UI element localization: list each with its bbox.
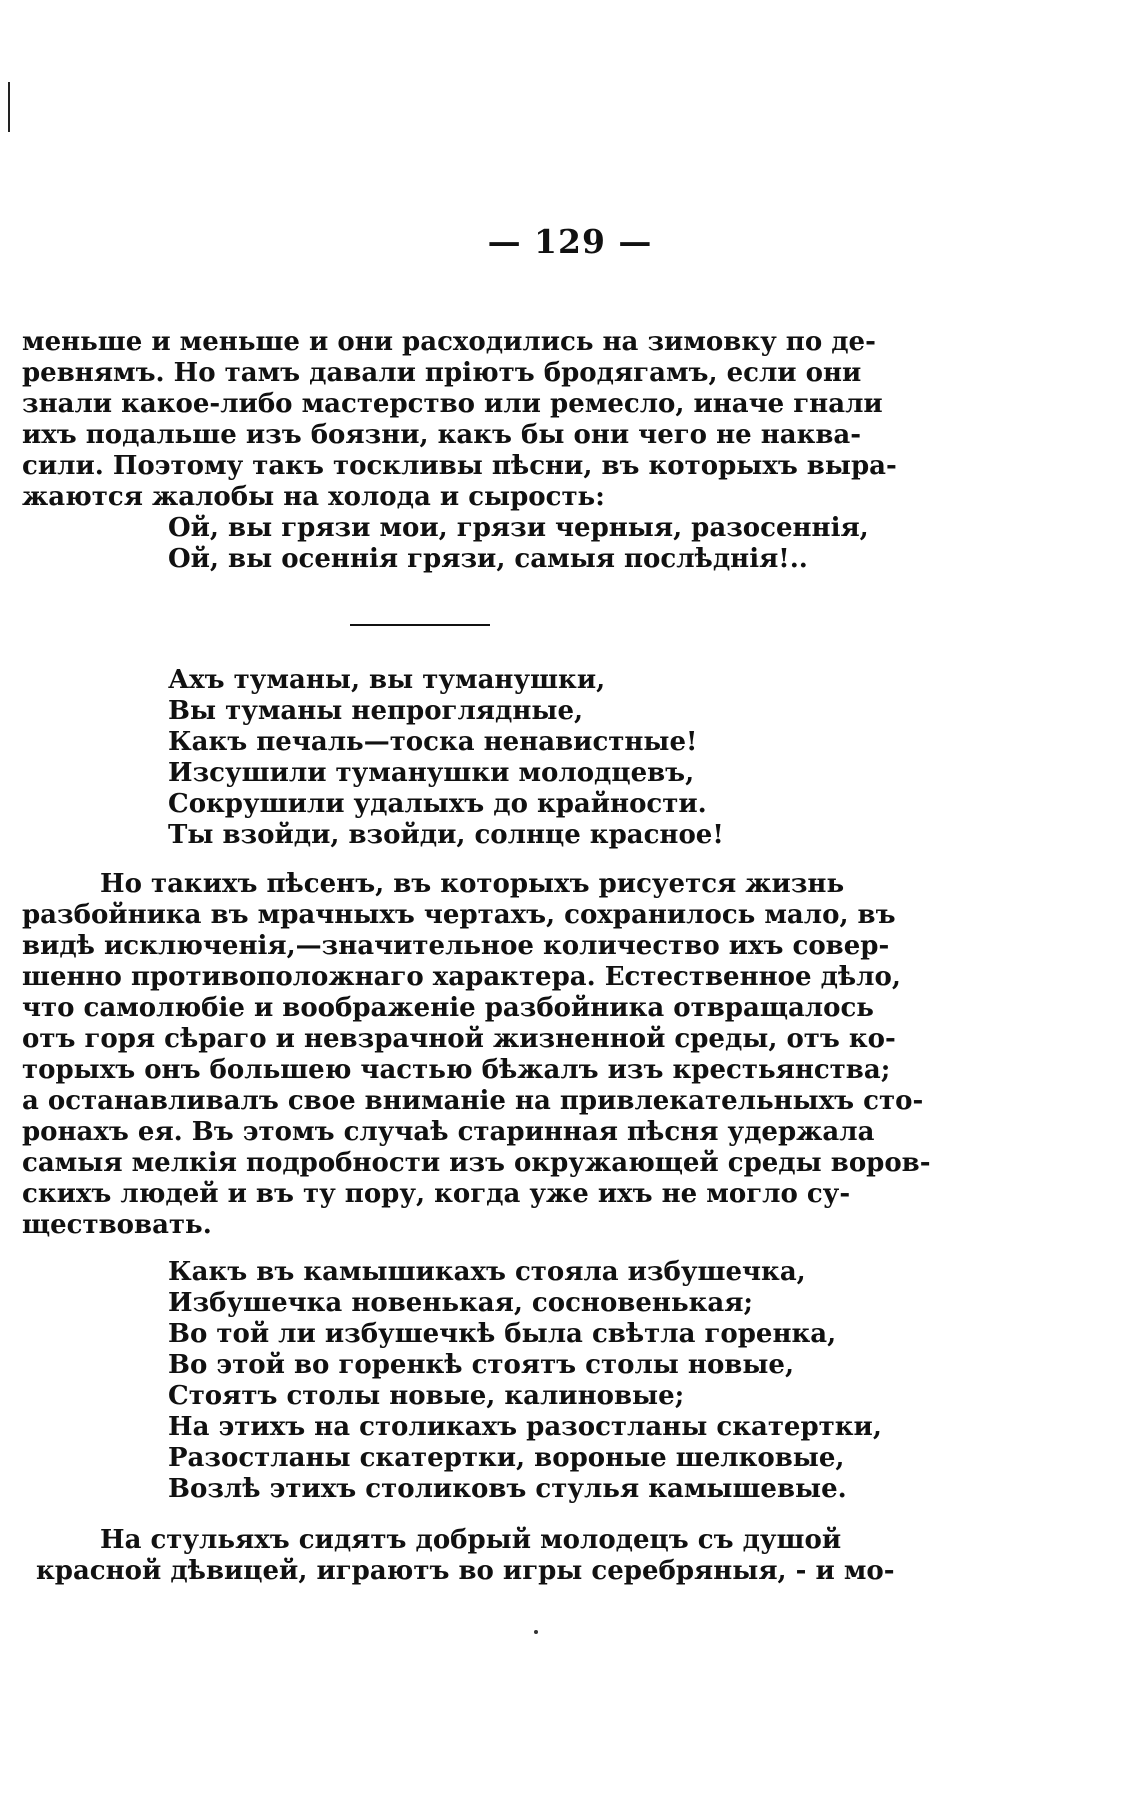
text-line: ществовать. <box>22 1210 212 1240</box>
text-line: а останавливалъ свое вниманiе на привлекательныхъ сто- <box>22 1086 924 1116</box>
text-line: торыхъ онъ большею частью бѣжалъ изъ крестьянства; <box>22 1055 891 1085</box>
text-line: ронахъ ея. Въ этомъ случаѣ старинная пѣсня удержала <box>22 1117 875 1147</box>
verse-quote-1 <box>168 513 869 575</box>
verse-line: Ой, вы осеннiя грязи, самыя послѣднiя!.. <box>168 544 808 574</box>
verse-line: Разостланы скатертки, вороные шелковые, <box>168 1443 845 1473</box>
text-line: видѣ исключенiя,—значительное количество ихъ совер- <box>22 931 890 961</box>
verse-line: Избушечка новенькая, сосновенькая; <box>168 1288 754 1318</box>
paragraph-robbers <box>22 869 931 1241</box>
text-line: отъ горя сѣраго и невзрачной жизненной среды, отъ ко- <box>22 1024 896 1054</box>
verse-line: Во этой во горенкѣ стоятъ столы новые, <box>168 1350 795 1380</box>
text-line: ревнямъ. Но тамъ давали прiютъ бродягамъ, если они <box>22 358 862 388</box>
text-line: ихъ подальше изъ боязни, какъ бы они чего не наква- <box>22 420 862 450</box>
text-line: что самолюбiе и воображенiе разбойника отвращалось <box>22 993 874 1023</box>
text-line: красной дѣвицей, играютъ во игры серебряныя, - и мо- <box>36 1556 895 1586</box>
page-number: — 129 — <box>487 222 653 261</box>
text-line: самыя мелкiя подробности изъ окружающей среды воров- <box>22 1148 931 1178</box>
text-line: скихъ людей и въ ту пору, когда уже ихъ не могло су- <box>22 1179 851 1209</box>
text-line: меньше и меньше и они расходились на зимовку по де- <box>22 327 876 357</box>
speck-mark <box>534 1630 538 1634</box>
verse-line: Ахъ туманы, вы туманушки, <box>168 665 606 695</box>
text-line: разбойника въ мрачныхъ чертахъ, сохранилось мало, въ <box>22 900 896 930</box>
verse-line: Какъ въ камышикахъ стояла избушечка, <box>168 1257 806 1287</box>
verse-line: Сокрушили удалыхъ до крайности. <box>168 789 707 819</box>
section-divider <box>350 624 490 626</box>
text-line: знали какое-либо мастерство или ремесло, иначе гнали <box>22 389 883 419</box>
paragraph-final <box>36 1525 895 1587</box>
paragraph-continuation <box>22 327 897 513</box>
verse-line: Вы туманы непроглядные, <box>168 696 584 726</box>
verse-line: Ой, вы грязи мои, грязи черныя, разосеннiя, <box>168 513 869 543</box>
verse-line: Возлѣ этихъ столиковъ стулья камышевые. <box>168 1474 847 1504</box>
verse-line: Стоятъ столы новые, калиновые; <box>168 1381 685 1411</box>
text-line: шенно противоположнаго характера. Естественное дѣло, <box>22 962 901 992</box>
verse-line: На этихъ на столикахъ разостланы скатертки, <box>168 1412 882 1442</box>
text-line: На стульяхъ сидятъ добрый молодецъ съ душой <box>100 1525 842 1555</box>
text-line: Но такихъ пѣсенъ, въ которыхъ рисуется жизнь <box>100 869 845 899</box>
text-line: жаются жалобы на холода и сырость: <box>22 482 605 512</box>
margin-mark <box>8 82 10 132</box>
verse-line: Во той ли избушечкѣ была свѣтла горенка, <box>168 1319 837 1349</box>
verse-quote-2 <box>168 665 724 851</box>
verse-line: Какъ печаль—тоска ненавистные! <box>168 727 698 757</box>
verse-line: Изсушили туманушки молодцевъ, <box>168 758 695 788</box>
verse-quote-3 <box>168 1257 882 1505</box>
text-line: сили. Поэтому такъ тоскливы пѣсни, въ которыхъ выра- <box>22 451 897 481</box>
verse-line: Ты взойди, взойди, солнце красное! <box>168 820 724 850</box>
